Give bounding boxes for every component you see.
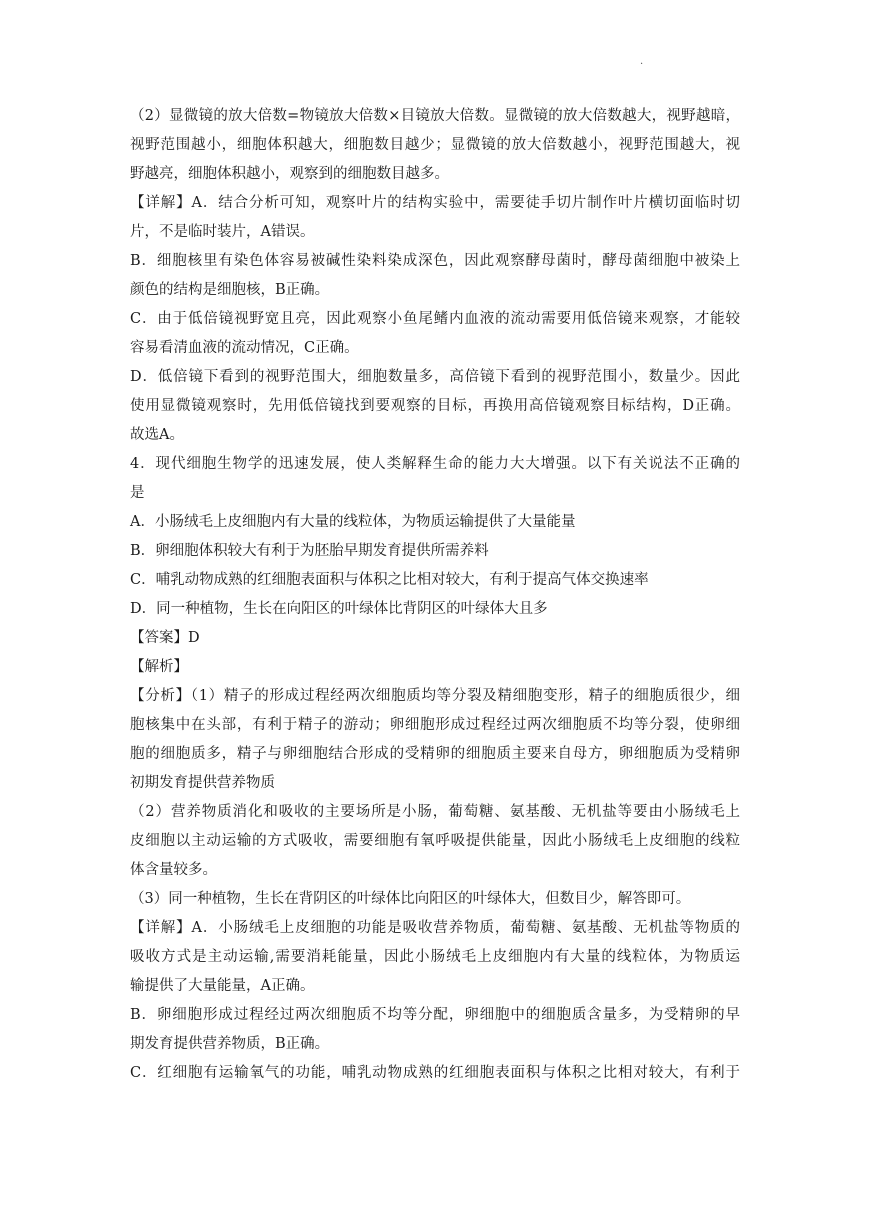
text-line: 【详解】A．结合分析可知，观察叶片的结构实验中，需要徒手切片制作叶片横切面临时切 — [130, 195, 740, 211]
text-line: 是 — [130, 485, 145, 501]
document-body — [130, 102, 740, 1088]
text-line: 容易看清血液的流动情况，C正确。 — [130, 340, 359, 356]
text-line: 体含量较多。 — [130, 862, 217, 878]
text-line: D．低倍镜下看到的视野范围大，细胞数量多，高倍镜下看到的视野范围小，数量少。因此 — [130, 369, 740, 385]
text-line: 期发育提供营养物质，B正确。 — [130, 1036, 330, 1052]
text-line: B．细胞核里有染色体容易被碱性染料染成深色，因此观察酵母菌时，酵母菌细胞中被染上 — [130, 253, 740, 269]
text-line: C．哺乳动物成熟的红细胞表面积与体积之比相对较大，有利于提高气体交换速率 — [130, 572, 649, 588]
text-line: C．红细胞有运输氧气的功能，哺乳动物成熟的红细胞表面积与体积之比相对较大，有利于 — [130, 1065, 740, 1081]
text-line: 野越亮，细胞体积越小，观察到的细胞数目越多。 — [130, 166, 449, 182]
text-line: D．同一种植物，生长在向阳区的叶绿体比背阴区的叶绿体大且多 — [130, 601, 548, 617]
text-line: A．小肠绒毛上皮细胞内有大量的线粒体，为物质运输提供了大量能量 — [130, 514, 576, 530]
text-line: 吸收方式是主动运输,需要消耗能量，因此小肠绒毛上皮细胞内有大量的线粒体，为物质运 — [130, 949, 740, 965]
text-line: C．由于低倍镜视野宽且亮，因此观察小鱼尾鳍内血液的流动需要用低倍镜来观察，才能较 — [130, 311, 740, 327]
header-mark: . — [640, 56, 644, 67]
text-line: 【详解】A．小肠绒毛上皮细胞的功能是吸收营养物质，葡萄糖、氨基酸、无机盐等物质的 — [130, 920, 740, 936]
text-line: 颜色的结构是细胞核，B正确。 — [130, 282, 330, 298]
text-line: （3）同一种植物，生长在背阴区的叶绿体比向阳区的叶绿体大，但数目少，解答即可。 — [130, 891, 691, 907]
text-line: 视野范围越小，细胞体积越大，细胞数目越少；显微镜的放大倍数越小，视野范围越大，视 — [130, 137, 740, 153]
text-line: B．卵细胞体积较大有利于为胚胎早期发育提供所需养料 — [130, 543, 489, 559]
text-line: 片，不是临时装片，A错误。 — [130, 224, 315, 240]
text-line: 输提供了大量能量，A正确。 — [130, 978, 315, 994]
text-line: （2）显微镜的放大倍数=物镜放大倍数×目镜放大倍数。显微镜的放大倍数越大，视野越暗， — [130, 108, 740, 124]
text-line: 胞核集中在头部，有利于精子的游动；卵细胞形成过程经过两次细胞质不均等分裂，使卵细 — [130, 717, 740, 733]
text-line: B．卵细胞形成过程经过两次细胞质不均等分配，卵细胞中的细胞质含量多，为受精卵的早 — [130, 1007, 740, 1023]
text-line: 初期发育提供营养物质 — [130, 775, 275, 791]
text-line: 皮细胞以主动运输的方式吸收，需要细胞有氧呼吸提供能量，因此小肠绒毛上皮细胞的线粒 — [130, 833, 740, 849]
text-line: 【解析】 — [130, 659, 188, 675]
text-line: 胞的细胞质多，精子与卵细胞结合形成的受精卵的细胞质主要来自母方，卵细胞质为受精卵 — [130, 746, 740, 762]
text-line: 【分析】（1）精子的形成过程经两次细胞质均等分裂及精细胞变形，精子的细胞质很少，细 — [130, 688, 740, 704]
text-line: 4．现代细胞生物学的迅速发展，使人类解释生命的能力大大增强。以下有关说法不正确的 — [130, 456, 740, 472]
text-line: 故选A。 — [130, 427, 184, 443]
text-line: （2）营养物质消化和吸收的主要场所是小肠，葡萄糖、氨基酸、无机盐等要由小肠绒毛上 — [130, 804, 740, 820]
text-line: 使用显微镜观察时，先用低倍镜找到要观察的目标，再换用高倍镜观察目标结构，D正确。 — [130, 398, 740, 414]
text-line: 【答案】D — [130, 630, 200, 646]
